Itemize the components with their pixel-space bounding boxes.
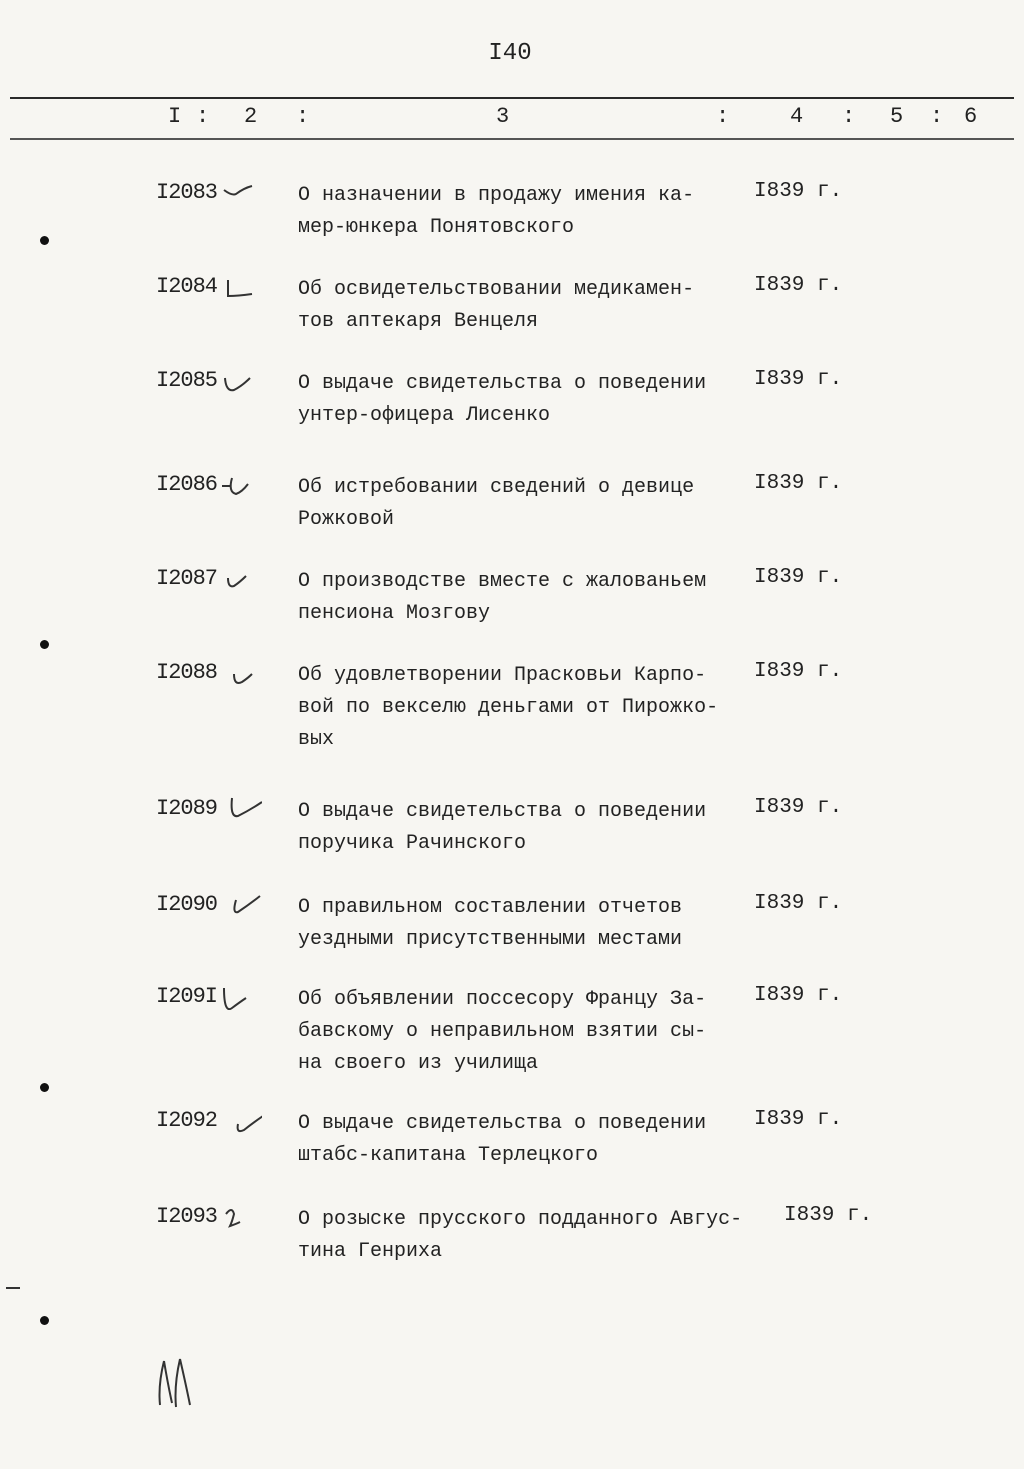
entry-number: I2086 [156, 472, 218, 497]
entry-number: I2093 [156, 1204, 218, 1229]
handwritten-check-mark-icon [222, 1108, 262, 1134]
column-header-1: I [168, 104, 182, 129]
entry-title: Об объявлении поссесору Францу За- бавскому о неправильном взятии сы- на своего из училища [298, 988, 707, 1075]
handwritten-check-mark-icon [222, 796, 262, 822]
handwritten-check-mark-icon [222, 472, 262, 498]
entry-title: Об истребовании сведений о девице Рожковой [298, 476, 695, 531]
entry-title: О розыске прусского подданного Авгус- тина Генриха [298, 1208, 743, 1263]
header-rule-top [10, 97, 1014, 99]
entry-number: I2090 [156, 892, 218, 917]
entry-number: I2083 [156, 180, 218, 205]
handwritten-check-mark-icon [222, 892, 262, 918]
handwritten-check-mark-icon [222, 566, 262, 592]
punch-hole-icon [40, 640, 49, 649]
header-rule-bottom [10, 138, 1014, 140]
punch-hole-icon [40, 1083, 49, 1092]
page-number: I40 [488, 40, 532, 67]
entry-date: I839 г. [754, 368, 843, 391]
handwritten-check-mark-icon [222, 984, 262, 1010]
column-header-4: 4 [790, 104, 804, 129]
entry-title: Об освидетельствовании медикамен- тов аптекаря Венцеля [298, 278, 695, 333]
entry-date: I839 г. [754, 796, 843, 819]
entry-number: I2084 [156, 274, 218, 299]
column-separator: : [296, 104, 310, 129]
handwritten-check-mark-icon [222, 368, 262, 394]
column-separator: : [716, 104, 730, 129]
entry-title: О правильном составлении отчетов уездными присутственными местами [298, 896, 683, 951]
column-header-5: 5 [890, 104, 904, 129]
entry-date: I839 г. [754, 472, 843, 495]
entry-number: I2092 [156, 1108, 218, 1133]
punch-hole-icon [40, 1316, 49, 1325]
entry-number: I2087 [156, 566, 218, 591]
entry-date: I839 г. [754, 984, 843, 1007]
entry-title: О выдаче свидетельства о поведении унтер-офицера Лисенко [298, 372, 707, 427]
column-header-6: 6 [964, 104, 978, 129]
entry-title: О назначении в продажу имения ка- мер-юнкера Понятовского [298, 184, 695, 239]
column-separator: : [930, 104, 944, 129]
entry-title: Об удовлетворении Прасковьи Карпо- вой по векселю деньгами от Пирожко- вых [298, 664, 719, 751]
handwritten-check-mark-icon [222, 180, 262, 206]
handwritten-check-mark-icon [222, 274, 262, 300]
entry-title: О выдаче свидетельства о поведении штабс-капитана Терлецкого [298, 1112, 707, 1167]
handwritten-check-mark-icon [222, 1204, 262, 1230]
handwritten-check-mark-icon [222, 660, 262, 686]
entry-title: О производстве вместе с жалованьем пенсиона Мозгову [298, 570, 707, 625]
entry-date: I839 г. [754, 274, 843, 297]
entry-title: О выдаче свидетельства о поведении поручика Рачинского [298, 800, 707, 855]
entry-date: I839 г. [754, 1108, 843, 1131]
handwritten-signature-icon [150, 1355, 210, 1415]
entry-date: I839 г. [754, 566, 843, 589]
column-header-3: 3 [496, 104, 510, 129]
entry-number: I2088 [156, 660, 218, 685]
column-separator: : [842, 104, 856, 129]
entry-date: I839 г. [784, 1204, 873, 1227]
column-separator: : [196, 104, 210, 129]
entry-date: I839 г. [754, 660, 843, 683]
column-header-2: 2 [244, 104, 258, 129]
entry-number: I2085 [156, 368, 218, 393]
entry-date: I839 г. [754, 180, 843, 203]
entry-number: I209I [156, 984, 218, 1009]
entry-number: I2089 [156, 796, 218, 821]
margin-mark [6, 1287, 20, 1289]
punch-hole-icon [40, 236, 49, 245]
entry-date: I839 г. [754, 892, 843, 915]
